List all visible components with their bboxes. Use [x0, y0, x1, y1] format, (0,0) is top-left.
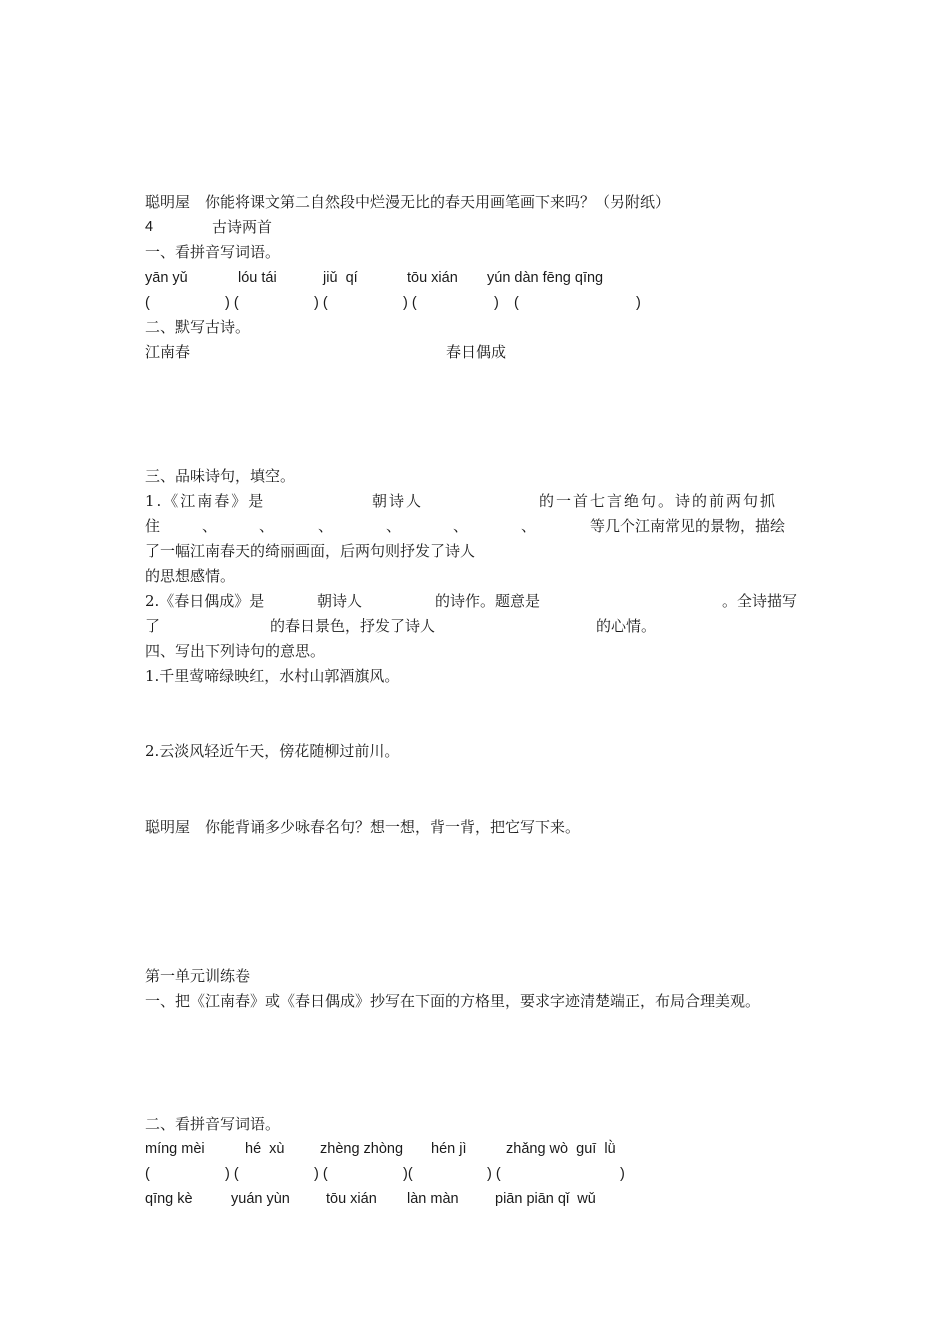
q1-part: 等几个江南常见的景物，描绘 [590, 517, 786, 535]
answer-bracket: ) [494, 295, 499, 311]
section4-question-2: 2.云淡风轻近午天，傍花随柳过前川。 [145, 742, 400, 760]
q1-part: 朝诗人 [372, 492, 424, 510]
q2-part: 的诗作。题意是 [435, 592, 541, 610]
q2-part: 的心情。 [596, 617, 657, 635]
q1-part: 了一幅江南春天的绮丽画面，后两句则抒发了诗人 [145, 542, 476, 560]
poem-title-jiangnanchun: 江南春 [145, 343, 191, 361]
answer-bracket: ( [145, 295, 150, 311]
unit-section2-heading: 二、看拼音写词语。 [145, 1115, 281, 1133]
pinyin-item: piān piān qǐ wǔ [495, 1191, 596, 1207]
q1-part: 1.《江南春》是 [145, 492, 266, 510]
answer-bracket: ( [145, 1166, 150, 1182]
q1-part: 住 [145, 517, 161, 535]
answer-bracket: ) ( [314, 1166, 328, 1182]
section2-heading: 二、默写古诗。 [145, 318, 251, 336]
smart-house-recite-task: 聪明屋 你能背诵多少咏春名句？想一想，背一背，把它写下来。 [145, 818, 581, 836]
pinyin-item: tōu xián [326, 1191, 377, 1207]
pinyin-item: tōu xián [407, 270, 458, 286]
q1-blank-comma: 、 [259, 517, 275, 535]
q1-blank-comma: 、 [453, 517, 469, 535]
pinyin-item: zhǎng wò guī lǜ [506, 1141, 616, 1157]
pinyin-item: làn màn [407, 1191, 459, 1207]
q2-part: 朝诗人 [317, 592, 363, 610]
smart-house-drawing-task: 聪明屋 你能将课文第二自然段中烂漫无比的春天用画笔画下来吗？（另附纸） [145, 193, 671, 211]
section4-question-1: 1.千里莺啼绿映红，水村山郭酒旗风。 [145, 667, 400, 685]
q1-part: 的一首七言绝句。诗的前两句抓 [539, 492, 778, 510]
section4-heading: 四、写出下列诗句的意思。 [145, 642, 326, 660]
pinyin-item: qīng kè [145, 1191, 193, 1207]
pinyin-item: yún dàn fēng qīng [487, 270, 604, 286]
q1-blank-comma: 、 [318, 517, 334, 535]
answer-bracket: ) ( [225, 295, 239, 311]
q1-blank-comma: 、 [521, 517, 537, 535]
q1-blank-comma: 、 [202, 517, 218, 535]
q1-blank-comma: 、 [386, 517, 402, 535]
q1-part: 的思想感情。 [145, 567, 236, 585]
unit-question-1: 一、把《江南春》或《春日偶成》抄写在下面的方格里，要求字迹清楚端正，布局合理美观。 [145, 992, 761, 1010]
answer-bracket: ) ( [225, 1166, 239, 1182]
q2-part: 2.《春日偶成》是 [145, 592, 265, 610]
section3-heading: 三、品味诗句，填空。 [145, 467, 296, 485]
section1-heading: 一、看拼音写词语。 [145, 243, 281, 261]
q2-part: 。全诗描写 [722, 592, 798, 610]
unit-title: 第一单元训练卷 [145, 967, 251, 985]
pinyin-item: hén jì [431, 1141, 467, 1157]
lesson-title: 古诗两首 [212, 218, 273, 236]
answer-bracket: ) ( [487, 1166, 501, 1182]
q2-part: 了 [145, 617, 161, 635]
answer-bracket: ) [620, 1166, 625, 1182]
q2-part: 的春日景色，抒发了诗人 [270, 617, 436, 635]
answer-bracket: ) ( [403, 295, 417, 311]
pinyin-item: yuán yùn [231, 1191, 290, 1207]
pinyin-item: yān yǔ [145, 270, 188, 286]
answer-bracket: )( [403, 1166, 413, 1182]
pinyin-item: lóu tái [238, 270, 277, 286]
poem-title-chunriouchen: 春日偶成 [446, 343, 507, 361]
pinyin-item: jiǔ qí [323, 270, 358, 286]
answer-bracket: ) [636, 295, 641, 311]
lesson-number: 4 [145, 219, 154, 235]
pinyin-item: hé xù [245, 1141, 285, 1157]
answer-bracket: ( [514, 295, 519, 311]
pinyin-item: zhèng zhòng [320, 1141, 404, 1157]
answer-bracket: ) ( [314, 295, 328, 311]
pinyin-item: míng mèi [145, 1141, 205, 1157]
